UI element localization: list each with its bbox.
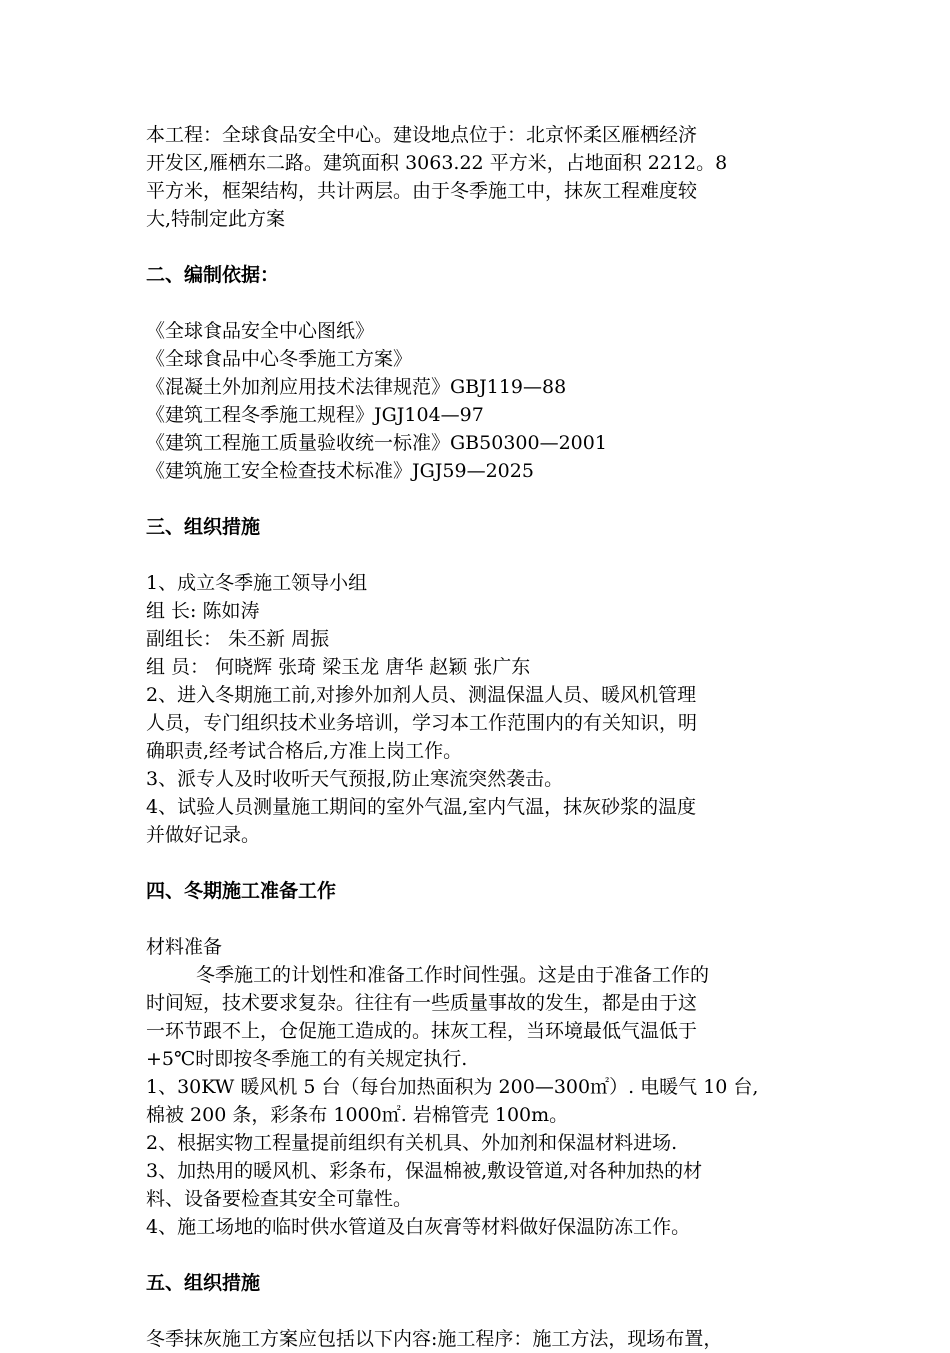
body-line: 组 长: 陈如涛 <box>146 600 260 622</box>
spacer <box>146 905 814 933</box>
spacer <box>146 485 814 513</box>
intro-line: 平方米，框架结构，共计两层。由于冬季施工中，抹灰工程难度较 <box>146 180 698 202</box>
section-2-heading: 二、编制依据： <box>146 264 280 286</box>
body-line: 组 员： 何晓辉 张琦 梁玉龙 唐华 赵颖 张广东 <box>146 656 531 678</box>
body-line: 料、设备要检查其安全可靠性。 <box>146 1188 413 1210</box>
body-line: 2、进入冬期施工前,对掺外加剂人员、测温保温人员、暖风机管理 <box>146 684 697 706</box>
spacer <box>146 1241 814 1269</box>
body-line: 1、30KW 暖风机 5 台（每台加热面积为 200—300㎡）. 电暖气 10 台, <box>146 1076 759 1098</box>
body-line: 冬季施工的计划性和准备工作时间性强。这是由于准备工作的 <box>196 964 710 986</box>
body-line: 2、根据实物工程量提前组织有关机具、外加剂和保温材料进场. <box>146 1132 678 1154</box>
section-3-body <box>146 569 814 849</box>
intro-line: 本工程：全球食品安全中心。建设地点位于：北京怀柔区雁栖经济 <box>146 124 698 146</box>
section-4-heading: 四、冬期施工准备工作 <box>146 880 337 902</box>
section-5-heading: 五、组织措施 <box>146 1272 261 1294</box>
section-5-body <box>146 1325 814 1353</box>
body-line: 时间短，技术要求复杂。往往有一些质量事故的发生，都是由于这 <box>146 992 698 1014</box>
spacer <box>146 289 814 317</box>
section-3-heading: 三、组织措施 <box>146 516 261 538</box>
document-page <box>146 121 814 1353</box>
reference-item: 《建筑工程施工质量验收统一标准》GB50300—2001 <box>146 432 607 454</box>
body-line: 并做好记录。 <box>146 824 261 846</box>
intro-paragraph <box>146 121 814 233</box>
spacer <box>146 849 814 877</box>
reference-item: 《建筑施工安全检查技术标准》JGJ59—2025 <box>146 460 534 482</box>
spacer <box>146 541 814 569</box>
body-line: 确职责,经考试合格后,方准上岗工作。 <box>146 740 463 762</box>
body-line: 人员，专门组织技术业务培训，学习本工作范围内的有关知识，明 <box>146 712 698 734</box>
reference-item: 《建筑工程冬季施工规程》JGJ104—97 <box>146 404 484 426</box>
body-line: 副组长： 朱丕新 周振 <box>146 628 330 650</box>
section-4-subtitle: 材料准备 <box>146 936 223 958</box>
body-line: 一环节跟不上，仓促施工造成的。抹灰工程，当环境最低气温低于 <box>146 1020 698 1042</box>
spacer <box>146 233 814 261</box>
intro-line: 大,特制定此方案 <box>146 208 286 230</box>
references-list <box>146 317 814 485</box>
body-line: 棉被 200 条，彩条布 1000㎡. 岩棉管壳 100m。 <box>146 1104 569 1126</box>
reference-item: 《混凝土外加剂应用技术法律规范》GBJ119—88 <box>146 376 567 398</box>
section-4-body <box>146 933 814 1241</box>
reference-item: 《全球食品安全中心图纸》 <box>146 320 375 342</box>
body-line: 1、成立冬季施工领导小组 <box>146 572 368 594</box>
body-line: +5℃时即按冬季施工的有关规定执行. <box>146 1048 468 1070</box>
body-line: 3、加热用的暖风机、彩条布，保温棉被,敷设管道,对各种加热的材 <box>146 1160 703 1182</box>
body-line: 冬季抹灰施工方案应包括以下内容:施工程序：施工方法，现场布置， <box>146 1328 723 1350</box>
spacer <box>146 1297 814 1325</box>
body-line: 3、派专人及时收听天气预报,防止寒流突然袭击。 <box>146 768 564 790</box>
reference-item: 《全球食品中心冬季施工方案》 <box>146 348 413 370</box>
body-line: 4、试验人员测量施工期间的室外气温,室内气温，抹灰砂浆的温度 <box>146 796 697 818</box>
intro-line: 开发区,雁栖东二路。建筑面积 3063.22 平方米，占地面积 2212。8 <box>146 152 728 174</box>
body-line: 4、施工场地的临时供水管道及白灰膏等材料做好保温防冻工作。 <box>146 1216 691 1238</box>
